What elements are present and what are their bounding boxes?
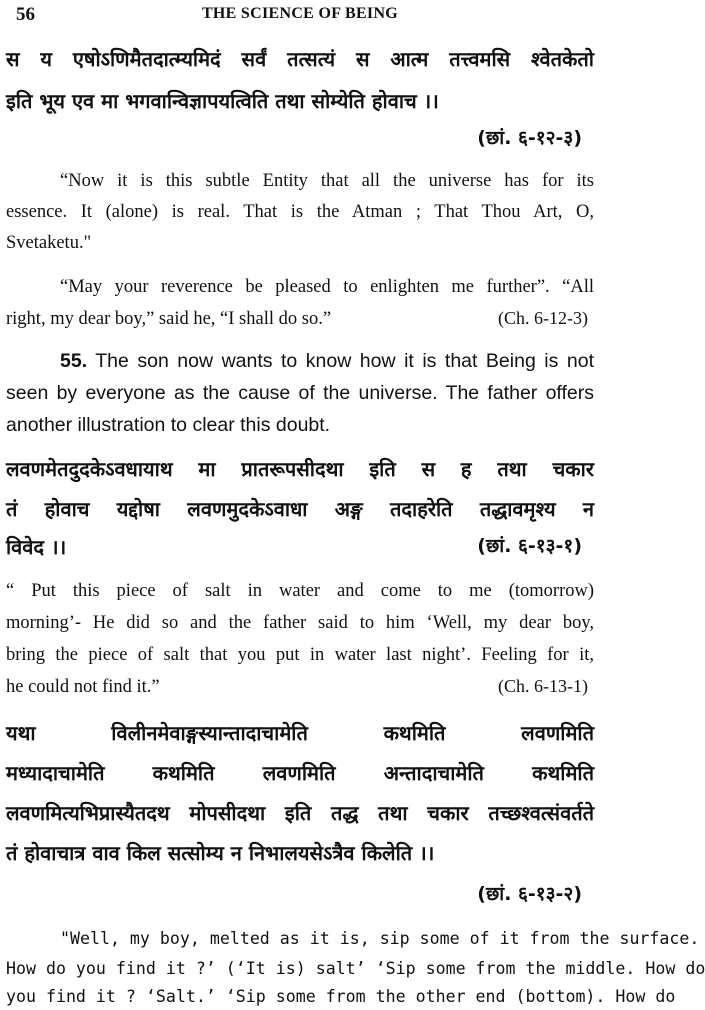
translation-3-line-3: bring the piece of salt that you put in water last night’. Feeling for it, [6, 645, 594, 665]
page-header [0, 4, 600, 30]
translation-1-line-2: essence. It (alone) is real. That is the Atman ; That Thou Art, O, [6, 202, 594, 222]
translation-3-line-4: he could not find it.” [6, 677, 160, 697]
paragraph-number: 55. [60, 350, 88, 372]
paragraph-55-line-3: another illustration to clear this doubt. [6, 414, 331, 436]
translation-2-line-1: “May your reverence be pleased to enlighten me further”. “All [60, 277, 594, 297]
verse-2-reference: (छां. ६-१३-१) [477, 535, 582, 557]
sanskrit-verse-1-line-2: इति भूय एव मा भगवान्विज्ञापयत्विति तथा सोम्येति होवाच ।। [6, 89, 439, 113]
sanskrit-verse-1-line-1: स य एषोऽणिमैतदात्म्यमिदं सर्वं तत्सत्यं स आत्म तत्त्वमसि श्वेतकेतो [6, 47, 594, 71]
sanskrit-verse-3-line-1: यथा विलीनमेवाङ्गस्यान्तादाचामेति कथमिति लवणमिति [6, 721, 594, 745]
verse-3-reference: (छां. ६-१३-२) [477, 883, 582, 905]
translation-2-line-2: right, my dear boy,” said he, “I shall do so.” [6, 309, 332, 329]
translation-1-line-1: “Now it is this subtle Entity that all the universe has for its [60, 171, 594, 191]
translation-4-line-1: "Well, my boy, melted as it is, sip some of it from the surface. [60, 929, 700, 948]
paragraph-55-line-2: seen by everyone as the cause of the universe. The father offers [6, 382, 594, 404]
paragraph-55-text-1: The son now wants to know how it is that Being is not [95, 350, 594, 372]
sanskrit-verse-3-line-3: लवणमित्यभिप्रास्यैतदथ मोपसीदथा इति तद्ध तथा चकार तच्छश्वत्संवर्तते [6, 801, 594, 825]
sanskrit-verse-2-line-3: विवेद ।। [6, 535, 67, 559]
sanskrit-verse-3-line-2: मध्यादाचामेति कथमिति लवणमिति अन्तादाचामेति कथमिति [6, 761, 594, 785]
page-number: 56 [16, 4, 35, 25]
translation-3-line-1: “ Put this piece of salt in water and come to me (tomorrow) [6, 581, 594, 601]
translation-4-line-2: How do you find it ?’ (‘It is) salt’ ‘Sip some from the middle. How do [6, 959, 705, 978]
translation-2-reference: (Ch. 6-12-3) [498, 308, 588, 328]
translation-1-line-3: Svetaketu." [6, 233, 92, 253]
translation-3-line-2: morning’- He did so and the father said to him ‘Well, my dear boy, [6, 613, 594, 633]
translation-4-line-3: you find it ? ‘Salt.’ ‘Sip some from the other end (bottom). How do [6, 987, 676, 1006]
sanskrit-verse-2-line-1: लवणमेतदुदकेऽवधायाथ मा प्रातरूपसीदथा इति स ह तथा चकार [6, 457, 594, 481]
paragraph-55-line-1 [60, 348, 594, 375]
sanskrit-verse-3-line-4: तं होवाचात्र वाव किल सत्सोम्य न निभालयसेऽत्रैव किलेति ।। [6, 841, 435, 865]
translation-3-reference: (Ch. 6-13-1) [498, 676, 588, 696]
running-title: THE SCIENCE OF BEING [201, 5, 399, 22]
sanskrit-verse-2-line-2: तं होवाच यद्दोषा लवणमुदकेऽवाधा अङ्ग तदाहरेति तद्धावमृश्य न [6, 497, 594, 521]
verse-1-reference: (छां. ६-१२-३) [477, 127, 582, 149]
